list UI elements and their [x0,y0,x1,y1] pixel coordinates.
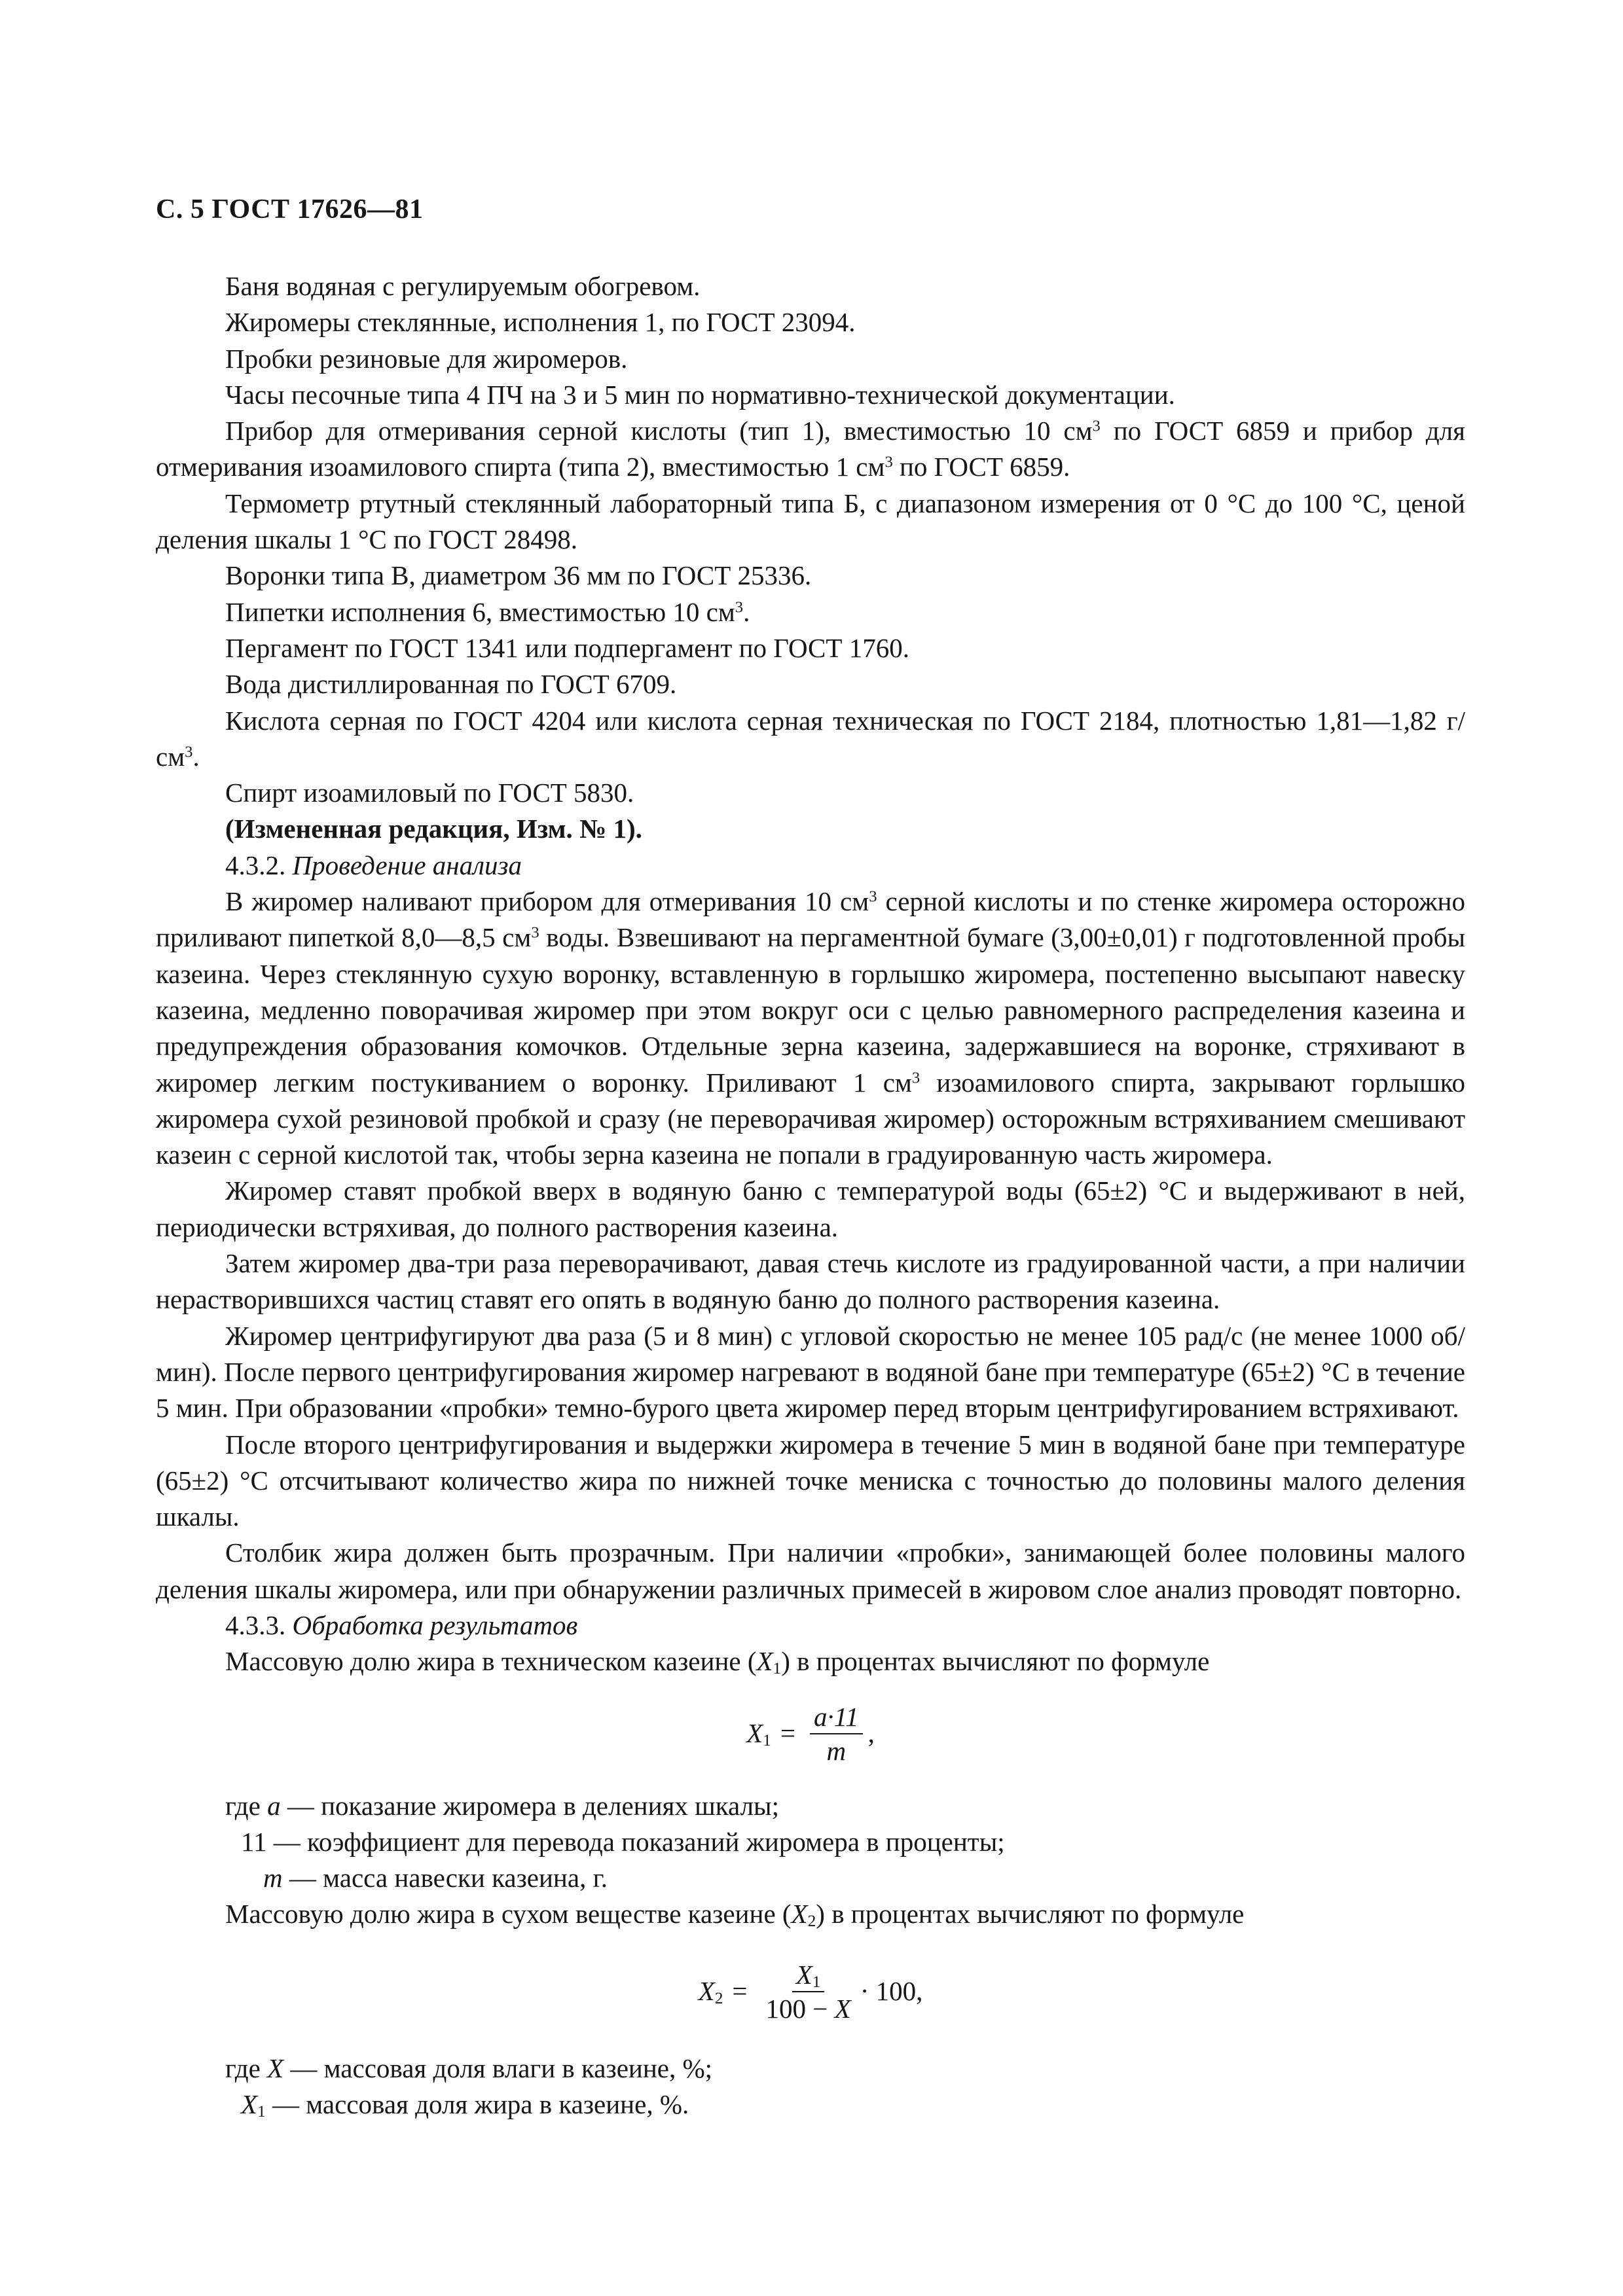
paragraph: После второго центрифугирования и выдержки жиромера в течение 5 мин в водяной бане при температуре (65±2) °С отсчитывают количество жира по нижней точке мениска с точностью до половины малого деления шкалы. [156,1429,1465,1532]
paragraph: Пипетки исполнения 6, вместимостью 10 $см^3$. [225,596,750,627]
page-header: С. 5 ГОСТ 17626—81 [156,194,424,224]
fraction: $\frac{X_1}{100 - X}$ [765,1959,851,2024]
paragraph: Термометр ртутный стеклянный лабораторный типа Б, с диапазоном измерения от 0 °С до 100 °С, ценой деления шкалы 1 °С по ГОСТ 28498. [156,488,1465,555]
where-line: где a — показание жиромера в делениях шкалы; [225,1790,779,1821]
formula-x2: $X_2$ = $\frac{X_1}{100 - X}$ · 100 , [698,1959,923,2024]
document-body [156,268,1465,2123]
paragraph: Спирт изоамиловый по ГОСТ 5830. [225,778,634,808]
paragraph: Массовую долю жира в сухом веществе казеине $(X_2)$ в процентах вычисляют по формуле [225,1899,1245,1931]
section-heading-4-3-3: 4.3.3. Обработка результатов [225,1609,578,1640]
amendment-note: (Измененная редакция, Изм. № 1). [225,814,642,844]
where-line: $X_1$ — массовая доля жира в казеине, %. [241,2089,689,2121]
where-line: где X — массовая доля влаги в казеине, %; [225,2053,713,2083]
paragraph: Баня водяная с регулируемым обогревом. [225,271,701,301]
paragraph: Столбик жира должен быть прозрачным. При наличии «пробки», занимающей более половины малого деления шкалы жиромера, или при обнаружении различных примесей в жировом слое анализ проводят повторно. [156,1537,1465,1604]
paragraph: Массовую долю жира в техническом казеине $(X_1)$ в процентах вычисляют по формуле [225,1646,1210,1678]
paragraph: Пергамент по ГОСТ 1341 или подпергамент по ГОСТ 1760. [225,632,909,663]
paragraph: Кислота серная по ГОСТ 4204 или кислота серная техническая по ГОСТ 2184, плотностью 1,81—1,82 $г/см^3$. [156,705,1465,772]
paragraph: Жиромеры стеклянные, исполнения 1, по ГОСТ 23094. [225,307,856,338]
paragraph: Вода дистиллированная по ГОСТ 6709. [225,669,677,700]
fraction: $\frac{a\cdot 11}{m}$ [810,1702,863,1766]
paragraph: Воронки типа В, диаметром 36 мм по ГОСТ 25336. [225,560,812,591]
paragraph: Жиромер центрифугируют два раза (5 и 8 мин) с угловой скоростью не менее 105 рад/с (не менее 1000 об/мин). После первого центрифугирования жиромер нагревают в водяной бане при температуре (65±2) °С в течение 5 мин. При образовании «пробки» темно-бурого цвета жиромер перед вторым центрифугированием встряхивают. [156,1320,1465,1424]
paragraph: Пробки резиновые для жиромеров. [225,343,628,374]
where-line: m — масса навески казеина, г. [263,1863,608,1893]
paragraph: Затем жиромер два-три раза переворачивают, давая стечь кислоте из градуированной части, а при наличии нерастворившихся частиц ставят его опять в водяную баню до полного растворения казеина. [156,1248,1465,1315]
paragraph: В жиромер наливают прибором для отмеривания 10 $см^3$ серной кислоты и по стенке жиромера осторожно приливают пипеткой 8,0—8,5 $см^3$ воды. Взвешивают на пергаментной бумаге (3,00±0,01) г подготовленной пробы казеина. Через стеклянную сухую воронку, вставленную в горлышко жиромера, постепенно высыпают навеску казеина, медленно поворачивая жиромер при этом вокруг оси с целью равномерного распределения казеина и предупреждения образования комочков. Отдельные зерна казеина, задержавшиеся на воронке, стряхивают в жиромер легким постукиванием о воронку. Приливают 1 $см^3$ изоамилового спирта, закрывают горлышко жиромера сухой резиновой пробкой и сразу (не переворачивая жиромер) осторожным встряхиванием смешивают казеин с серной кислотой так, чтобы зерна казеина не попали в градуированную часть жиромера. [156,886,1466,1170]
paragraph: Часы песочные типа 4 ПЧ на 3 и 5 мин по нормативно-технической документации. [225,379,1175,410]
paragraph: Прибор для отмеривания серной кислоты (тип 1), вместимостью 10 $см^3$ по ГОСТ 6859 и прибор для отмеривания изоамилового спирта (типа 2), вместимостью 1 $см^3$ по ГОСТ 6859. [156,416,1465,482]
where-line: 11 — коэффициент для перевода показаний жиромера в проценты; [241,1826,1005,1857]
section-heading-4-3-2: 4.3.2. Проведение анализа [225,850,522,880]
formula-x1: $X_1$ = $\frac{a\cdot 11}{m}$ , [746,1702,875,1767]
paragraph: Жиромер ставят пробкой вверх в водяную баню с температурой воды (65±2) °С и выдерживают в ней, периодически встряхивая, до полного растворения казеина. [156,1175,1465,1242]
